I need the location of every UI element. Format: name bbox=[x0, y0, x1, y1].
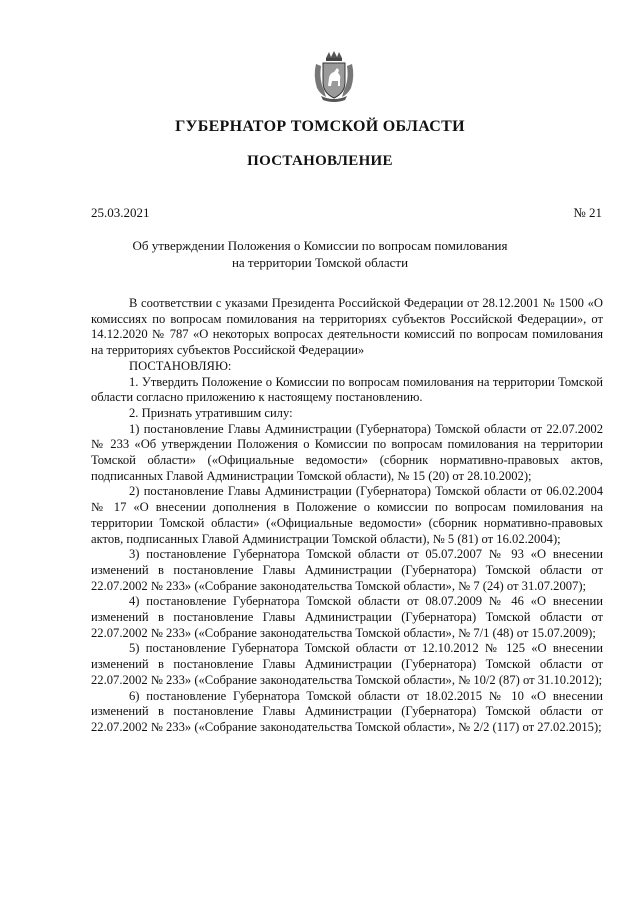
document-title bbox=[100, 237, 540, 271]
document-type-heading: ПОСТАНОВЛЕНИЕ bbox=[247, 153, 393, 169]
preamble-paragraph: В соответствии с указами Президента Российской Федерации от 28.12.2001 № 1500 «О комиссиях по вопросам помилования на территориях субъектов Российской Федерации», от 14.12.2020 № 787 «О некоторых вопросах деятельности комиссий по вопросам помилования на территориях субъектов Российской Федерации» bbox=[91, 296, 603, 358]
document-number: № 21 bbox=[573, 205, 602, 220]
body-paragraph: 4) постановление Губернатора Томской области от 08.07.2009 № 46 «О внесении изменений в постановление Главы Администрации (Губернатора) Томской области от 22.07.2002 № 233» («Собрание законодательства Томской области», № 7/1 (48) от 15.07.2009); bbox=[91, 594, 603, 640]
body-paragraph: 1) постановление Главы Администрации (Губернатора) Томской области от 22.07.2002 № 233 «Об утверждении Положения о Комиссии по вопросам помилования на территории Томской области» («Официальные ведомости» (сборник нормативно-правовых актов, подписанных Главой Администрации Томской области), № 15 (20) от 28.10.2002); bbox=[91, 421, 603, 483]
title-line: на территории Томской области bbox=[231, 255, 409, 270]
authority-heading: ГУБЕРНАТОР ТОМСКОЙ ОБЛАСТИ bbox=[175, 118, 465, 135]
body-paragraph: 2. Признать утратившим силу: bbox=[129, 405, 293, 420]
body-paragraph: 1. Утвердить Положение о Комиссии по вопросам помилования на территории Томской области согласно приложению к настоящему постановлению. bbox=[91, 374, 603, 405]
body-paragraph: 2) постановление Главы Администрации (Губернатора) Томской области от 06.02.2004 № 17 «О внесении дополнения в Положение о комиссии по вопросам помилования на территории Томской области» («Официальные ведомости» (сборник нормативно-правовых актов, подписанных Главой Администрации Томской области), № 5 (81) от 16.02.2004); bbox=[91, 484, 603, 546]
document-date: 25.03.2021 bbox=[91, 205, 150, 220]
decree-word: ПОСТАНОВЛЯЮ: bbox=[129, 358, 232, 373]
body-paragraph: 5) постановление Губернатора Томской области от 12.10.2012 № 125 «О внесении изменений в постановление Главы Администрации (Губернатора) Томской области от 22.07.2002 № 233» («Собрание законодательства Томской области», № 10/2 (87) от 31.10.2012); bbox=[91, 641, 603, 687]
title-line: Об утверждении Положения о Комиссии по вопросам помилования bbox=[132, 238, 508, 253]
body-paragraph: 3) постановление Губернатора Томской области от 05.07.2007 № 93 «О внесении изменений в постановление Главы Администрации (Губернатора) Томской области от 22.07.2002 № 233» («Собрание законодательства Томской области», № 7 (24) от 31.07.2007); bbox=[91, 547, 603, 593]
document-body bbox=[91, 296, 603, 736]
body-paragraph: 6) постановление Губернатора Томской области от 18.02.2015 № 10 «О внесении изменений в постановление Главы Администрации (Губернатора) Томской области от 22.07.2002 № 233» («Собрание законодательства Томской области», № 2/2 (117) от 27.02.2015); bbox=[91, 688, 603, 734]
coat-of-arms-icon bbox=[312, 50, 356, 102]
